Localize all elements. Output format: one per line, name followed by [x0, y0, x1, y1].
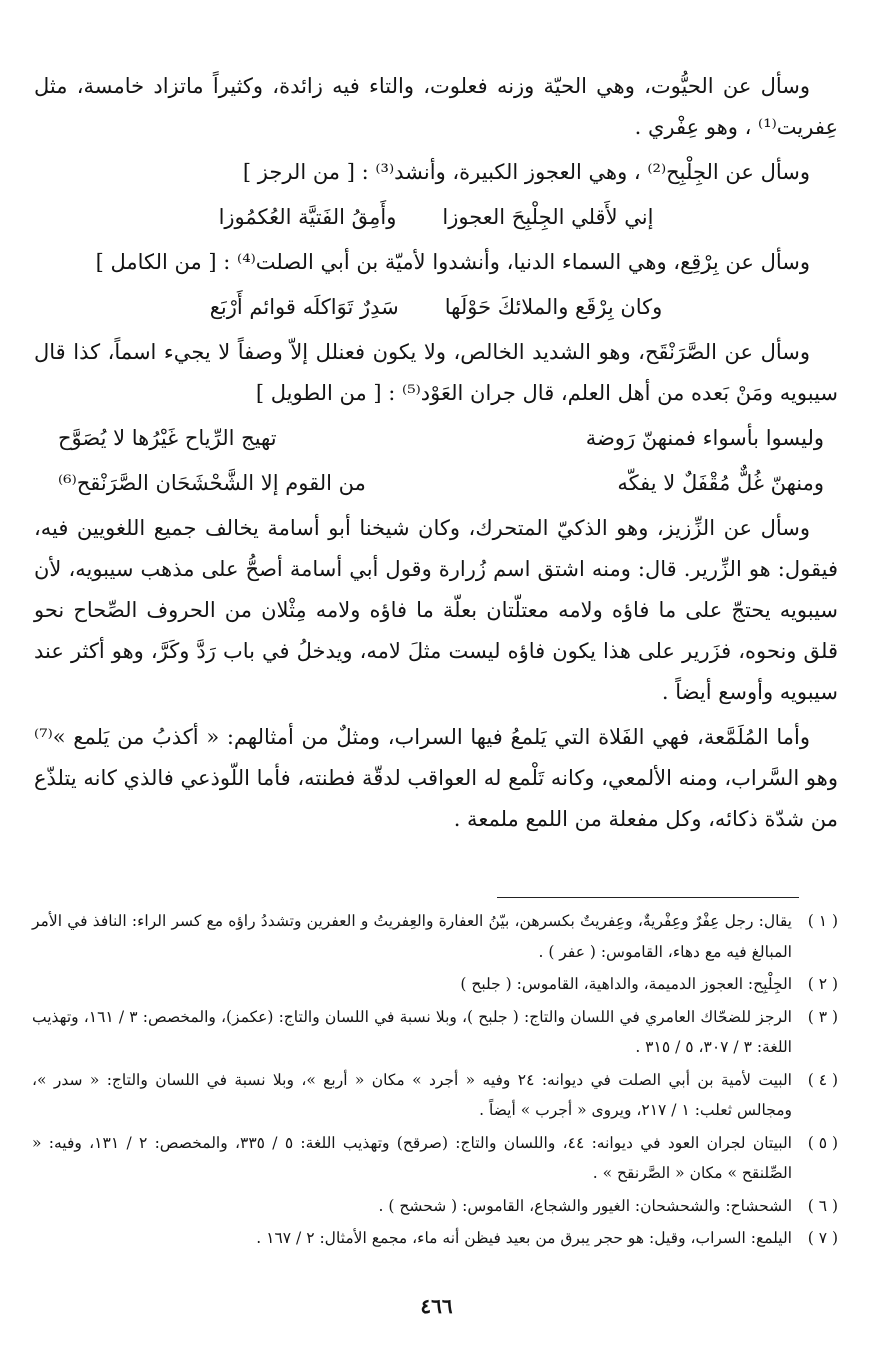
verse-2-hemistich-2: سَدِرٌ تَوَاكلَه قوائم أَرْبَع: [209, 295, 399, 319]
footnote: [32, 906, 838, 967]
footnote-text: البيت لأمية بن أبي الصلت في ديوانه: ٢٤ وفيه « أجرد » مكان « أربع »، وبلا نسبة في اللسان والتاج: « سدر »، ومجالس ثعلب: ١ / ٢١٧، ويروى « أجرب » أيضاً .: [32, 1070, 792, 1119]
verse-4-hemistich-2: من القوم إلا الشَّحْشَحَان الصَّرَنْقح⁽⁶⁾: [58, 471, 366, 495]
verse-2: [34, 287, 838, 328]
footnote-number: ( ٥ ): [807, 1133, 838, 1152]
footnote-number: ( ٤ ): [807, 1070, 838, 1089]
page-number: ٤٦٦: [420, 1294, 453, 1318]
paragraph-birqi: وسأل عن بِرْقِع، وهي السماء الدنيا، وأنشدوا لأميّة بن أبي الصلت⁽⁴⁾ : [ من الكامل ]: [95, 250, 810, 274]
verse-1-hemistich-1: إني لأَقلي الجِلْبِحَ العجوزا: [442, 205, 654, 229]
footnote-text: الشحشاح: والشحشحان: الغيور والشجاع، القاموس: ( شحشح ) .: [378, 1196, 792, 1215]
footnotes: [32, 906, 838, 1256]
meter-label-tawil: [ من الطويل ]: [255, 381, 382, 405]
footnote-text: يقال: رجل عِفْرٌ وعِفْريةٌ، وعِفريتٌ بكسرهن، بيّنُ العفارة والعِفريتُ و العفرين وتشددُ راؤه مع كسر الراء: النافذ في الأمر المبالغ فيه مع دهاء، القاموس: ( عفر ) .: [32, 912, 792, 961]
footnote: [32, 1128, 838, 1189]
footnote: [32, 1002, 838, 1063]
footnote-number: ( ٧ ): [807, 1229, 838, 1247]
footnote-text: الرجز للضحّاك العامري في اللسان والتاج: ( جلبح )، وبلا نسبة في اللسان والتاج: (عكمز)، والمخصص: ٣ / ١٦١، وتهذيب اللغة: ٣ / ٣٠٧، ٥ / ٣١٥ .: [32, 1007, 792, 1056]
footnote-number: ( ٦ ): [807, 1196, 838, 1215]
verse-2-hemistich-1: وكان بِرْقَع والملائكَ حَوْلَها: [444, 295, 663, 319]
paragraph-jilbih-text: وسأل عن الجِلْبِح⁽²⁾ ، وهي العجوز الكبيرة، وأنشد⁽³⁾ :: [361, 160, 810, 184]
verse-3: [34, 418, 838, 459]
verse-4-hemistich-1: ومنهنّ غُلٌّ مُقْفَلٌ لا يفكّه: [617, 471, 824, 495]
footnote-separator: [497, 897, 799, 898]
main-text: [34, 66, 838, 844]
verse-1: [34, 197, 838, 238]
footnote-text: البيتان لجران العود في ديوانه: ٤٤، واللسان والتاج: (صرقح) وتهذيب اللغة: ٥ / ٣٣٥، والمخصص: ٢ / ١٣١، وفيه: « الصِّلنقح » مكان « الصَّرنقح » .: [32, 1133, 792, 1182]
footnote-number: ( ٢ ): [807, 975, 838, 993]
verse-4: [34, 463, 838, 504]
paragraph-saranqah: [34, 332, 838, 414]
footnote-number: ( ١ ): [807, 912, 838, 930]
footnote-number: ( ٣ ): [807, 1007, 838, 1026]
meter-label-rajaz: [ من الرجز ]: [242, 160, 355, 184]
footnote: [32, 1223, 838, 1254]
verse-3-hemistich-1: وليسوا بأسواء فمنهنّ رَوضة: [585, 426, 824, 450]
paragraph-saranqah-text: وسأل عن الصَّرَنْقَح، وهو الشديد الخالص، ولا يكون فعنلل إلاّ وصفاً لا يجيء اسماً، كذا قال سيبويه ومَنْ بَعده من أهل العلم، قال جران العَوْد⁽⁵⁾ :: [34, 340, 838, 405]
footnote-text: اليلمع: السراب، وقيل: هو حجر يبرق من بعيد فيظن أنه ماء، مجمع الأمثال: ٢ / ١٦٧ .: [256, 1229, 792, 1247]
paragraph-zaziz: وسأل عن الزِّزيز، وهو الذكيّ المتحرك، وكان شيخنا أبو أسامة يخالف جميع اللغويين فيه، فيقول: هو الزِّرير. قال: ومنه اشتق اسم زُرارة وقول أبي أسامة أصحُّ على مذهب سيبويه، لأن سيبويه يحتجّ على ما فاؤه ولامه معتلّتان بعلّة ما فاؤه ولامه مِثْلان من الحروف الصِّحاح نحو قلق ونحوه، فزَرير على هذا يكون فاؤه ليست مثلَ لامه، ويدخلُ في باب رَدَّ وكَرَّ، وهو أكثر عند سيبويه وأوسع أيضاً .: [34, 516, 838, 704]
paragraph-hayyut: وسأل عن الحيُّوت، وهي الحيّة وزنه فعلوت، والتاء فيه زائدة، وكثيراً ماتزاد خامسة، مثل عِفريت⁽¹⁾ ، وهو عِفْري .: [34, 74, 838, 139]
footnote: [32, 969, 838, 1000]
verse-1-hemistich-2: وأَمِقُ الفَتيَّة العُكمُوزا: [218, 205, 397, 229]
paragraph-jilbih: [34, 152, 838, 193]
verse-3-hemistich-2: تهيج الرِّياح غَيْرُها لا يُصَوَّح: [58, 426, 277, 450]
paragraph-mulamma: وأما المُلَمَّعة، فهي الفَلاة التي يَلمعُ فيها السراب، ومثلٌ من أمثالهم: « أكذبُ من يَلمع »⁽⁷⁾ وهو السَّراب، ومنه الألمعي، وكانه تَلْمع له العواقب لدقّة فطنته، فأما اللّوذعي فالذي كانه يتلذّع من شدّة ذكائه، وكل مفعلة من اللمع ملمعة .: [34, 725, 838, 831]
footnote-text: الجِلْبِح: العجوز الدميمة، والداهية، القاموس: ( جلبح ): [460, 975, 792, 993]
footnote: [32, 1191, 838, 1222]
footnote: [32, 1065, 838, 1126]
